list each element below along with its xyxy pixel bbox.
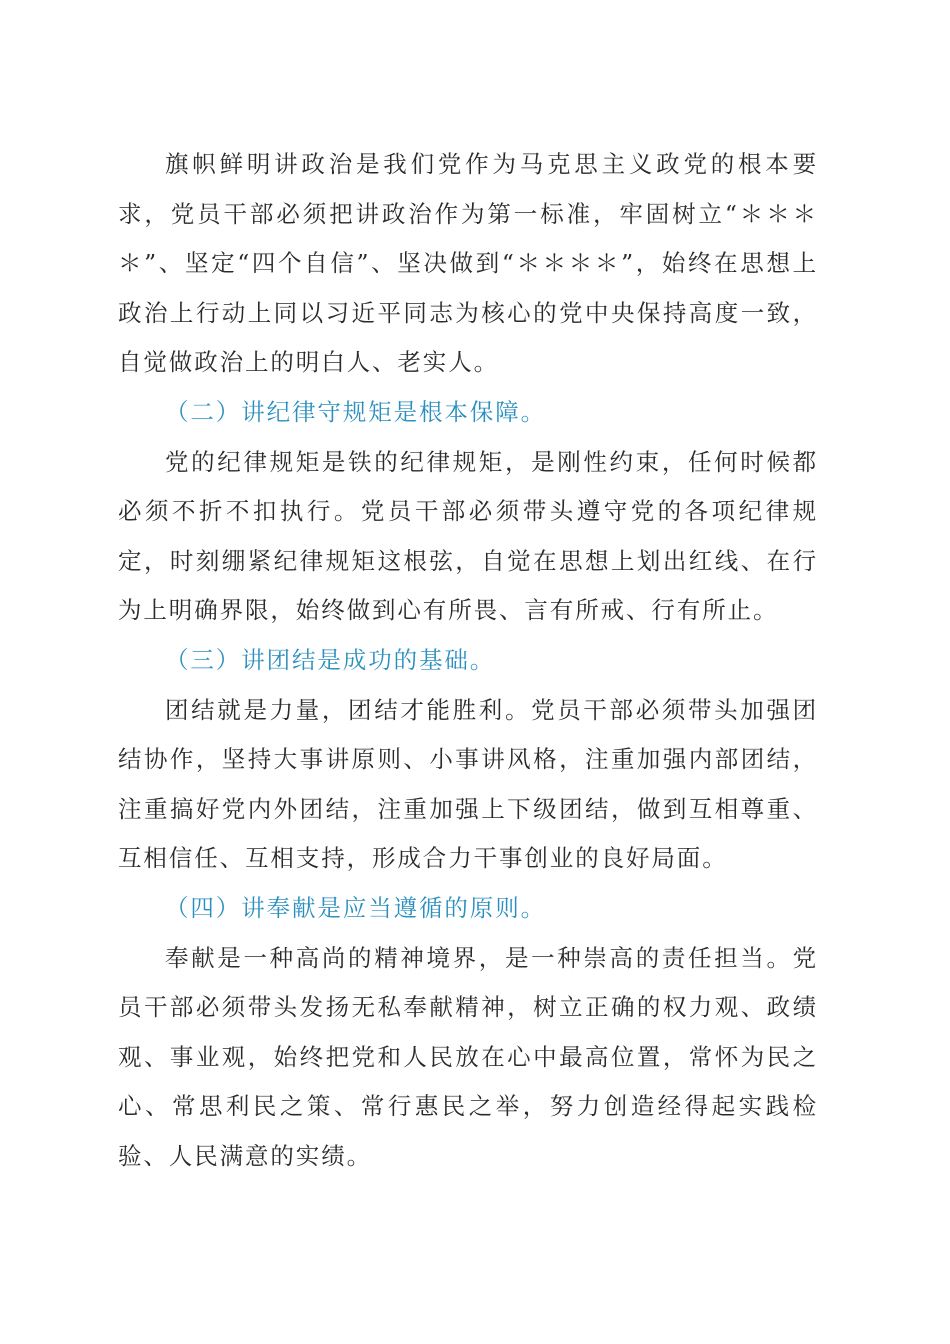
section-heading-dedication: （四）讲奉献是应当遵循的原则。 (165, 893, 546, 922)
paragraph-discipline: 党的纪律规矩是铁的纪律规矩，是刚性约束，任何时候都必须不折不扣执行。党员干部必须带头遵守党的各项纪律规定，时刻绷紧纪律规矩这根弦，自觉在思想上划出红线、在行为上明确界限，始终做到心有所畏、言有所戒、行有所止。 (118, 447, 818, 625)
document-page (118, 140, 818, 1181)
paragraph-unity: 团结就是力量，团结才能胜利。党员干部必须带头加强团结协作，坚持大事讲原则、小事讲风格，注重加强内部团结，注重搞好党内外团结，注重加强上下级团结，做到互相尊重、互相信任、互相支持，形成合力干事创业的良好局面。 (118, 695, 818, 873)
section-heading-discipline: （二）讲纪律守规矩是根本保障。 (165, 397, 546, 426)
paragraph-dedication: 奉献是一种高尚的精神境界，是一种崇高的责任担当。党员干部必须带头发扬无私奉献精神，树立正确的权力观、政绩观、事业观，始终把党和人民放在心中最高位置，常怀为民之心、常思利民之策、常行惠民之举，努力创造经得起实践检验、人民满意的实绩。 (118, 943, 818, 1170)
section-heading-unity: （三）讲团结是成功的基础。 (165, 645, 496, 674)
paragraph-political-stance: 旗帜鲜明讲政治是我们党作为马克思主义政党的根本要求，党员干部必须把讲政治作为第一标准，牢固树立“＊＊＊＊”、坚定“四个自信”、坚决做到“＊＊＊＊”，始终在思想上政治上行动上同以习近平同志为核心的党中央保持高度一致，自觉做政治上的明白人、老实人。 (118, 150, 818, 377)
